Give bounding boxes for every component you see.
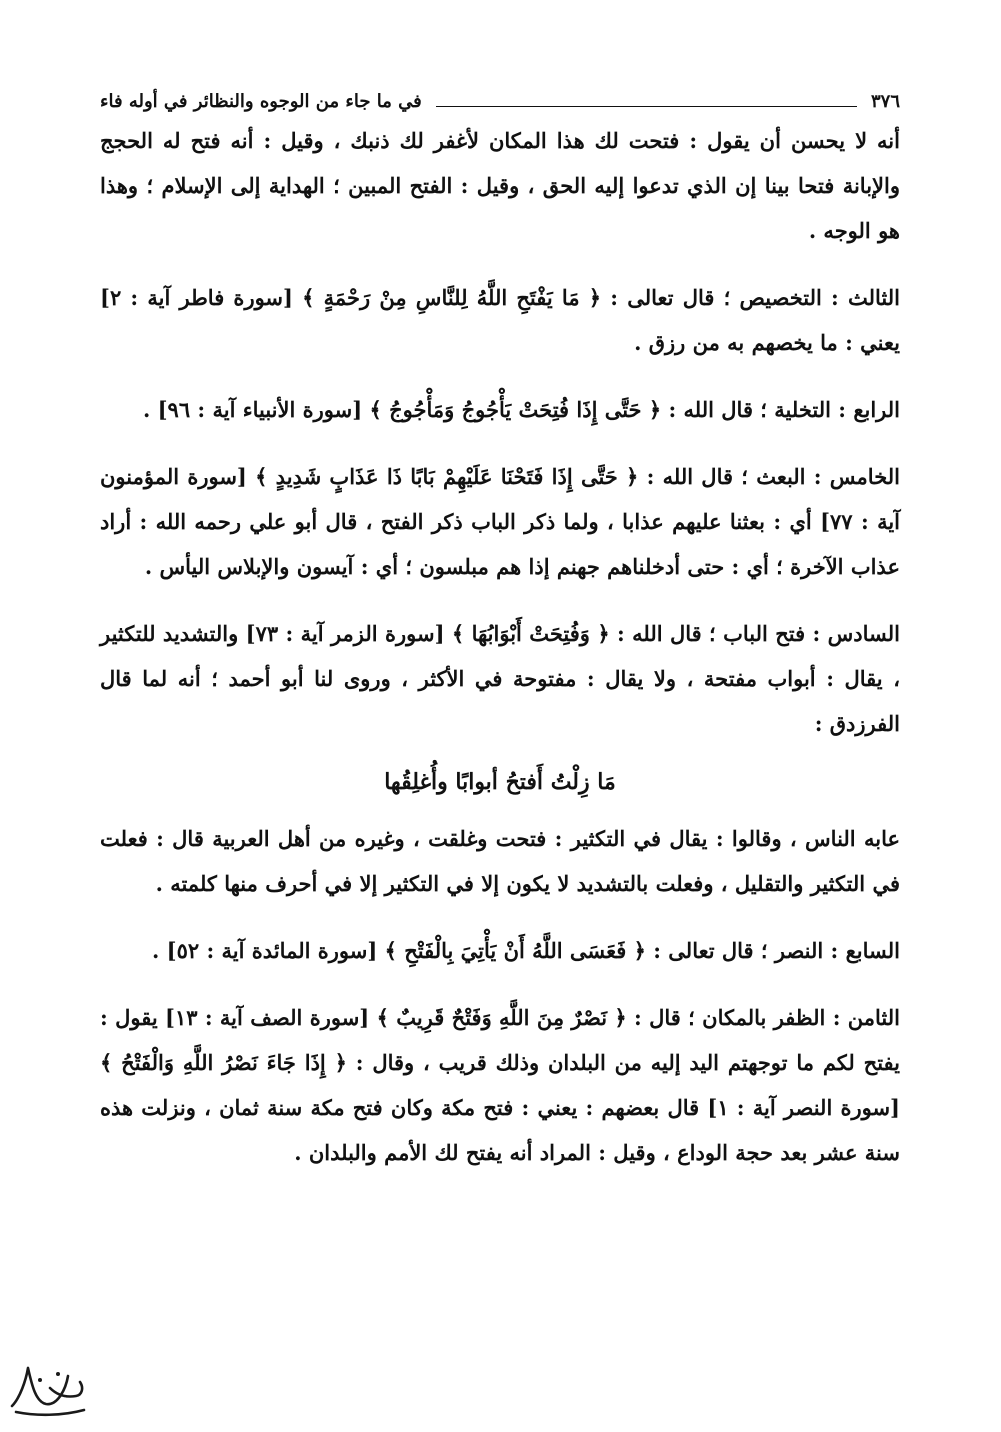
- poetry-verse: مَا زِلْتُ أَفتحُ أبوابًا وأُغلِقُها: [384, 769, 616, 795]
- paragraph-eighth-meaning: الثامن : الظفر بالمكان ؛ قال : ﴿ نَصْرٌ مِنَ اللَّهِ وَفَتْحٌ قَرِيبٌ ﴾ [سورة الصف آية : ١٣] يقول : يفتح لكم ما توجهتم اليد إليه من البلدان وذلك قريب ، وقال : ﴿ إِذَا جَاءَ نَصْرُ اللَّهِ وَالْفَتْحُ ﴾ [سورة النصر آية : ١] قال بعضهم : يعني : فتح مكة وكان فتح مكة سنة ثمان ، ونزلت هذه سنة عشر بعد حجة الوداع ، وقيل : المراد أنه يفتح لك الأمم والبلدان .: [100, 1005, 900, 1165]
- paragraph-third-meaning: الثالث : التخصيص ؛ قال تعالى : ﴿ مَا يَفْتَحِ اللَّهُ لِلنَّاسِ مِنْ رَحْمَةٍ ﴾ [سورة فاطر آية : ٢] يعني : ما يخصهم به من رزق .: [100, 285, 900, 355]
- paragraph-1: أنه لا يحسن أن يقول : فتحت لك هذا المكان لأغفر لك ذنبك ، وقيل : أنه فتح له الحجج والإبانة فتحا بينا إن الذي تدعوا إليه الحق ، وقيل : الفتح المبين ؛ الهداية إلى الإسلام ؛ وهذا هو الوجه .: [100, 128, 900, 243]
- paragraph-verse-commentary: عابه الناس ، وقالوا : يقال في التكثير : فتحت وغلقت ، وغيره من أهل العربية قال : فعلت في التكثير والتقليل ، وفعلت بالتشديد لا يكون إلا في التكثير إلا في أحرف منها كلمته .: [100, 826, 901, 896]
- paragraph-fourth-meaning: الرابع : التخلية ؛ قال الله : ﴿ حَتَّى إِذَا فُتِحَتْ يَأْجُوجُ وَمَأْجُوجُ ﴾ [سورة الأنبياء آية : ٩٦] .: [142, 397, 900, 422]
- header-rule: [436, 106, 857, 107]
- running-title: في ما جاء من الوجوه والنظائر في أوله فاء: [100, 90, 422, 112]
- page-number: ٣٧٦: [870, 90, 900, 112]
- book-page: [100, 84, 900, 1175]
- running-header: [100, 84, 900, 118]
- paragraph-fifth-meaning: الخامس : البعث ؛ قال الله : ﴿ حَتَّى إِذَا فَتَحْنَا عَلَيْهِمْ بَابًا ذَا عَذَابٍ شَدِيدٍ ﴾ [سورة المؤمنون آية : ٧٧] أي : بعثنا عليهم عذابا ، ولما ذكر الباب ذكر الفتح ، قال أبو علي رحمه الله : أراد عذاب الآخرة ؛ أي : حتى أدخلناهم جهنم إذا هم مبلسون ؛ أي : آيسون والإبلاس اليأس .: [100, 464, 901, 579]
- paragraph-sixth-meaning: السادس : فتح الباب ؛ قال الله : ﴿ وَفُتِحَتْ أَبْوَابُهَا ﴾ [سورة الزمر آية : ٧٣] والتشديد للتكثير ، يقال : أبواب مفتحة ، ولا يقال : مفتوحة في الأكثر ، وروى لنا أبو أحمد ؛ أنه لما قال الفرزدق :: [100, 621, 900, 736]
- paragraph-seventh-meaning: السابع : النصر ؛ قال تعالى : ﴿ فَعَسَى اللَّهُ أَنْ يَأْتِيَ بِالْفَتْحِ ﴾ [سورة المائدة آية : ٥٢] .: [152, 938, 900, 963]
- calligraphy-seal-logo: [6, 1358, 88, 1420]
